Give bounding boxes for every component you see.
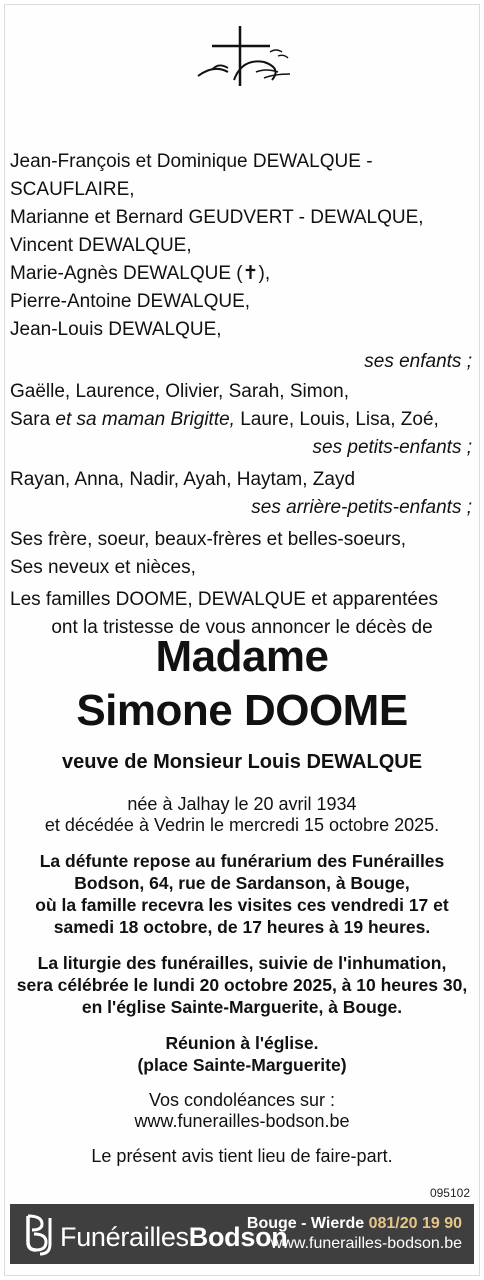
cross-bird-sun-icon xyxy=(194,24,294,90)
grandchild-mother: et sa maman Brigitte, xyxy=(55,409,235,430)
condolences-label: Vos condoléances sur : xyxy=(148,1090,336,1110)
visitation-line: La défunte repose au funérarium des Funérailles xyxy=(39,851,445,871)
visitation-line: Bodson, 64, rue de Sardanson, à Bouge, xyxy=(74,873,410,893)
announce-line: ont la tristesse de vous annoncer le décès de xyxy=(51,617,433,638)
family-list xyxy=(10,148,474,642)
children-role: ses enfants ; xyxy=(364,351,472,372)
brand-word-2: Bodson xyxy=(188,1222,288,1252)
family-line: Jean-François et Dominique DEWALQUE - SCAUFLAIRE, xyxy=(10,151,373,200)
widow-line: veuve de Monsieur Louis DEWALQUE xyxy=(61,751,423,773)
condolences-info xyxy=(10,1090,474,1132)
liturgy-line: La liturgie des funérailles, suivie de l'inhumation, xyxy=(37,953,447,973)
brand-word-1: Funérailles xyxy=(60,1222,189,1252)
meeting-info xyxy=(10,1032,474,1076)
locations: Bouge - Wierde xyxy=(246,1215,365,1232)
grandchildren-line xyxy=(10,406,474,434)
meeting-line: Réunion à l'église. xyxy=(165,1033,319,1053)
visitation-line: où la famille recevra les visites ces vendredi 17 et xyxy=(35,895,449,915)
families-line: Les familles DOOME, DEWALQUE et apparentées xyxy=(10,589,439,610)
notice-line: Le présent avis tient lieu de faire-part. xyxy=(91,1146,393,1166)
family-line: Jean-Louis DEWALQUE, xyxy=(10,319,222,340)
grandchildren-role: ses petits-enfants ; xyxy=(312,437,472,458)
phone-number[interactable]: 081/20 19 90 xyxy=(368,1215,462,1232)
great-grandchildren-line: Rayan, Anna, Nadir, Ayah, Haytam, Zayd xyxy=(10,469,356,490)
reference-number: 095102 xyxy=(429,1186,470,1200)
grandchildren-line: Gaëlle, Laurence, Olivier, Sarah, Simon, xyxy=(10,381,350,402)
siblings-line: Ses frère, soeur, beaux-frères et belles-soeurs, xyxy=(10,529,407,550)
contact-info xyxy=(247,1214,462,1254)
deceased-title: Madame xyxy=(155,632,329,681)
birth-line: née à Jalhay le 20 avril 1934 xyxy=(127,794,357,814)
visitation-info xyxy=(10,850,474,938)
liturgy-line: sera célébrée le lundi 20 octobre 2025, à 10 heures 30, xyxy=(16,975,468,995)
grandchild-names: Laure, Louis, Lisa, Zoé, xyxy=(240,409,439,430)
death-line: et décédée à Vedrin le mercredi 15 octobre 2025. xyxy=(44,815,440,835)
deceased-fullname: Simone DOOME xyxy=(76,686,408,735)
details-block xyxy=(10,794,474,1167)
grandchild-name: Sara xyxy=(10,409,51,430)
great-grandchildren-role: ses arrière-petits-enfants ; xyxy=(251,497,472,518)
family-line: Marianne et Bernard GEUDVERT - DEWALQUE, xyxy=(10,207,424,228)
condolences-link[interactable]: www.funerailles-bodson.be xyxy=(134,1111,350,1131)
website-link[interactable]: www.funerailles-bodson.be xyxy=(270,1235,462,1252)
deceased-name xyxy=(0,630,484,738)
family-line: Pierre-Antoine DEWALQUE, xyxy=(10,291,251,312)
liturgy-line: en l'église Sainte-Marguerite, à Bouge. xyxy=(81,997,403,1017)
liturgy-info xyxy=(10,952,474,1018)
family-line: Vincent DEWALQUE, xyxy=(10,235,192,256)
family-line: Marie-Agnès DEWALQUE (✝), xyxy=(10,263,271,284)
nephews-line: Ses neveux et nièces, xyxy=(10,557,196,578)
funeral-home-banner xyxy=(10,1204,474,1264)
visitation-line: samedi 18 octobre, de 17 heures à 19 heures. xyxy=(53,917,431,937)
meeting-place: (place Sainte-Marguerite) xyxy=(137,1055,347,1075)
